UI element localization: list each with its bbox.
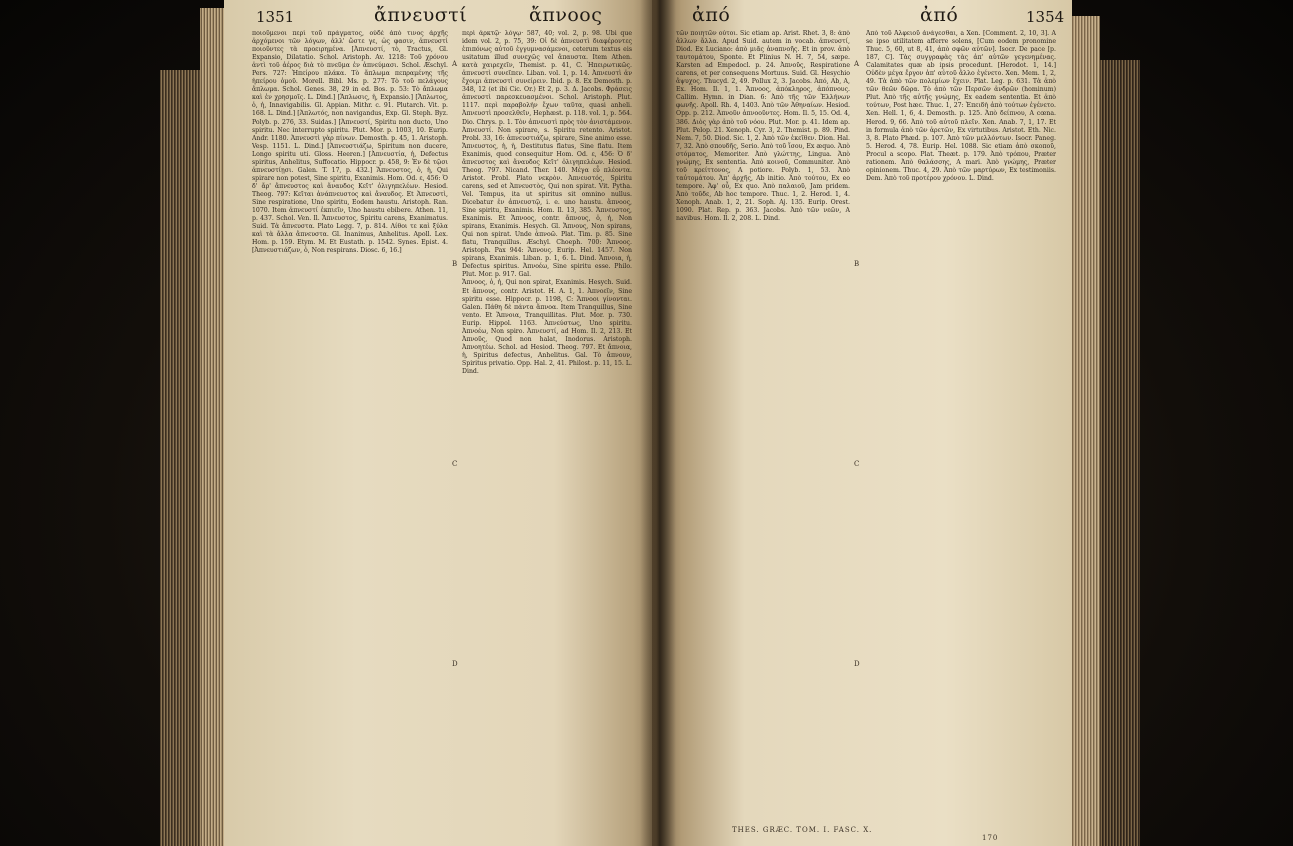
right-page-stack-edge-inner <box>1068 16 1100 846</box>
right-line-marker-c: C <box>854 460 860 468</box>
right-column-2-text: Ἀπὸ τοῦ Ἀλφειοῦ ἀνάγεσθαι, a Xen. [Comment. 2, 10, 3]. A se ipso utilitatem afferre solens, [Cum eodem pronomine Thuc. 5, 60, ut 8, 41, ἀπὸ σφῶν αὐτῶν]. Isocr. De pace [p. 187, C]. Τὰς συγγραφὰς τὰς ἀπ' αὐτῶν γεγενημένας. Calamitates quæ ab ipsis procedunt. [Herodot. 1, 14.] Οὐδὲν μέγα ἔργον ἀπ' αὐτοῦ ἄλλο ἐγένετο. Xen. Mem. 1, 2, 49. Τὰ ἀπὸ τῶν πολεμίων ἔχειν. Plat. Leg. p. 631. Τὰ ἀπὸ τῶν θεῶν δῶρα. Τὸ ἀπὸ τῶν Περσῶν ἀνδρῶν (hominum) Plut. Ἀπὸ τῆς αὐτῆς γνώμης, Ex eadem sententia. Et ἀπὸ τούτων, Post hæc. Thuc. 1, 27: Ἐπειδὴ ἀπὸ τούτων ἐγένετο. Xen. Hell. 1, 6, 4. Demosth. p. 125. Ἀπὸ δείπνου, A cœna. Herod. 9, 66. Ἀπὸ τοῦ αὐτοῦ πλεῖν. Xen. Anab. 7, 1, 17. Et in formula ἀπὸ τῶν ἀρετῶν, Ex virtutibus. Aristot. Eth. Nic. 3, 8. Plato Phæd. p. 107. Ἀπὸ τῶν μελλόντων. Isocr. Paneg. 5. Herod. 4, 78. Eurip. Hel. 1088. Sic etiam ἀπὸ σκοποῦ, Procul a scopo. Plat. Theæt. p. 179. Ἀπὸ τρόπου, Præter rationem. Ἀπὸ θαλάσσης, A mari. Ἀπὸ γνώμης, Præter opinionem. Thuc. 4, 29. Ἀπὸ τῶν μαρτύρων, Ex testimoniis. Dem. Ἀπὸ τοῦ προτέρου χρόνου. L. Dind. <box>866 30 1056 182</box>
right-page-stack-edge <box>1100 60 1140 846</box>
right-header-lemma-2: ἀπό <box>920 4 959 26</box>
left-line-marker-c: C <box>452 460 458 468</box>
right-column-1-text: τῶν ποιητῶν οὗτοι. Sic etiam ap. Arist. Rhet. 3, 8: ἀπὸ ἄλλων ἄλλα. Apud Suid. autem in vocab. ἀπνευστί, Diod. Ex Luciano: ἀπὸ μιᾶς ἀναπνοῆς. Et in prov. ἀπὸ ταυτομάτου, Sponte. Et Plinius N. H. 7, 54, sæpe. Karsten ad Empedocl. p. 24. Ἀπνοῦς, Respiratione carens, et per consequens Mortuus. Suid. Gl. Hesychio ἄψυχος. Thucyd. 2, 49. Pollux 2, 3. Jacobs. Ἀπό, Ab, A, Ex. Hom. Il. 1, 1. Ἄπνοος, ἀπόκληρος, ἀπόπνους. Callim. Hymn. in Dian. 6: Ἀπὸ τῆς τῶν Ἑλλήνων φωνῆς. Apoll. Rh. 4, 1403. Ἀπὸ τῶν Ἀθηναίων. Hesiod. Opp. p. 212. Ἀπνοῦν ἀπνοοῦντες. Hom. Il. 5, 15. Od. 4, 386. Διὸς γὰρ ἀπὸ τοῦ νόου. Plut. Mor. p. 41. Idem ap. Plut. Pelop. 21. Xenoph. Cyr. 3, 2. Themist. p. 89. Pind. Nem. 7, 50. Diod. Sic. 1, 2. Ἀπὸ τῶν ἐκεῖθεν. Dion. Hal. 7, 32. Ἀπὸ σπουδῆς, Serio. Ἀπὸ τοῦ ἴσου, Ex æquo. Ἀπὸ στόματος, Memoriter. Ἀπὸ γλώττης, Lingua. Ἀπὸ γνώμης, Ex sententia. Ἀπὸ κοινοῦ, Communiter. Ἀπὸ τοῦ κρείττονος, A potiore. Polyb. 1, 53. Ἀπὸ ταὐτομάτου. Ἀπ' ἀρχῆς, Ab initio. Ἀπὸ τούτου, Ex eo tempore. Ἀφ' οὗ, Ex quo. Ἀπὸ παλαιοῦ, Jam pridem. Ἀπὸ τοῦδε, Ab hoc tempore. Thuc. 1, 2. Herod. 1, 4. Xenoph. Anab. 1, 2, 21. Soph. Aj. 135. Eurip. Orest. 1090. Plat. Rep. p. 363. Jacobs. Ἀπὸ τῶν νεῶν, A navibus. Hom. Il. 2, 208. L. Dind. <box>676 30 850 223</box>
left-page-number: 1351 <box>256 8 295 26</box>
left-line-marker-b: B <box>452 260 458 268</box>
left-column-2-text: περὶ ἀρκτῷ· λόγῳ· 587, 40; vol. 2, p. 98. Ubi que idem vol. 2, p. 75, 39: Οἱ δὲ ἀπνευστὶ διαφέροντες ἐπιπόνως αὐτοῦ ἐγγυμνασάμενοι, ceterum textus eis usitatum illud συνεχῶς vel ἄπαυστα. Item Athen. κατὰ χαιρεχεῖν, Themist. p. 41, C. Ἠπειρωτικῶς. ἀπνευστὶ συνεῖπεν. Liban. vol. 1, p. 14. Ἀπνευστὶ ἀν ἔχοιμι ἀπνευστὶ συνείρειν. Ibid. p. 8. Ex Demosth. p. 348, 12 (et ibi Cic. Or.) Et 2, p. 3. Δ. Jacobs. Φράσεις ἀπνευστὶ παρεσκευασμένοι. Schol. Aristoph. Plut. 1117. περὶ παραβολήν ἔχων ταῦτα, quasi anheli. Ἀπνευστὶ προσελθεῖν, Hephæst. p. 118. vol. 1, p. 564. Dio. Chrys. p. 1. Τὸν ἀπνευστὶ πρὸς τὸν ἀνιστάμενον. Ἀπνευστί. Non spirare, s. Spiritu retento. Aristot. Probl. 33, 16: ἀπνευστιάζω, spirare, Sine animo esse. Ἄπνευστος, ἡ, ἡ, Destitutus flatus, Sine flatu. Item Exanimis, quod consequitur Hom. Od. ε, 456: Ὁ δ' ἄπνευστος καὶ ἄναυδος Κεῖτ' ὀλιγηπελέων. Hesiod. Theog. 797. Nicand. Ther. 140. Μέγα εὖ πλέοντα. Aristot. Probl. Plato νεκρὸν. Ἀπνευστός, Spiritu carens, sed et Ἀπνευστὸς, Qui non spirat. Vit. Pytha. Vel. Tempus, ita ut spiritus sit omnino nullus. Dicebatur ἐν ἀπνευστῷ, i. e. uno haustu. ἄπνοος, Sine spiritu, Exanimis. Hom. Il. 13, 385. Ἄπνευστος, Exanimis. Et Ἄπνοος, contr. ἄπνους, ὁ, ἡ, Non spirans, Exanimis. Hesych. Gl. Ἄπνους, Non spirans, Qui non spirat. Unde ἀπνοῶ. Plat. Tim. p. 85. Sine flatu, Tranquillus. Æschyl. Choeph. 700: Ἄπνοος. Aristoph. Pax 944: Ἄπνους. Eurip. Hel. 1457. Non spirans, Exanimis. Liban. p. 1, 6. L. Dind. Ἄπνοια, ἡ, Defectus spiritus. Ἀπνοέω, Sine spiritu esse. Philo. Plut. Mor. p. 917. Gal. <box>462 30 632 279</box>
left-line-marker-a: A <box>452 60 458 68</box>
left-column-2-text-continued: Ἄπνοος, ὁ, ἡ, Qui non spirat, Exanimis. Hesych. Suid. Et ἄπνους, contr. Aristot. H. A. 1, 1. Ἀπνοεῖν, Sine spiritu esse. Hippocr. p. 1198, C: Ἄπνοοι γίνονται. Galen. Πάθη δὲ πάντα ἄπνοα. Item Tranquillus, Sine vento. Et Ἄπνοια, Tranquillitas. Plut. Mor. p. 730. Eurip. Hippol. 1163. Ἀπνεύστως, Uno spiritu. Ἀπνοέω, Non spiro. Ἀπνευστί, ad Hom. Il. 2, 213. Et Ἀπνοῦς, Quod non halat, Inodorus. Aristoph. Ἀπνοητέω. Schol. ad Hesiod. Theog. 797. Et ἄπνοια, ἡ, Spiritus defectus, Anhelitus. Gal. Τὸ ἄπνουν, Spiritus privatio. Opp. Hal. 2, 41. Philost. p. 11, 15. L. Dind. <box>462 279 632 375</box>
right-column-2 <box>866 30 1056 830</box>
right-page-number: 1354 <box>1026 8 1065 26</box>
right-column-1 <box>676 30 850 820</box>
left-header-lemma-2: ἄπνοος <box>529 4 603 26</box>
right-page <box>652 0 1072 846</box>
left-line-marker-d: D <box>452 660 458 668</box>
left-column-1 <box>252 30 448 840</box>
right-line-marker-a: A <box>854 60 860 68</box>
left-header-lemma-1: ἄπνευστί <box>374 4 468 26</box>
right-header-lemma-1: ἀπό <box>692 4 731 26</box>
left-column-1-text: ποιοῦμενοι περὶ τοῦ πράγματος, οὐδὲ ἀπὸ τινος ἀρχῆς ἀρχόμενοι τῶν λόγων, ἀλλ' ὥστε γε, ὡς φασιν, ἀπνευστὶ ποιοῦντες τὰ προειρημένα. [Ἀπνευστί, τὸ, Tractus, Gl. Expansio, Dilatatio. Schol. Aristoph. Av. 1218: Τοῦ χρόνου ἀντὶ τοῦ ἀέρος διὰ τὸ πνεῦμα ἐν ἀπνεύμασι. Schol. Æschyl. Pers. 727: Ἠπείρου πλάκα. Τὸ ἄπλωμα πεπραμένης τῆς ἠπείρου ὁμοῦ. Morell. Bibl. Ms. p. 277: Τὸ τοῦ πελάγους ἄπλωμα. Schol. Genes. 38, 29 in ed. Bos. p. 53: Τὸ ἄπλωμα καὶ ἐν χρησμοῖς. L. Dind.] [Ἄπλωσις, ἡ, Expansio.] [Ἄπλωτος, ὁ, ἡ, Innavigabilis. Gl. Appian. Mithr. c. 91. Plutarch. Vit. p. 168. L. Dind.] [Ἀπλωτός, non navigandus, Exp. Gl. Steph. Byz. Polyb. p. 276, 33. Suidas.] [Ἀπνευστί, Spiritu non ducto, Uno spiritu. Nec interrupto spiritu. Plut. Mor. p. 1003, 10. Eurip. Andr. 1180. Ἀπνευστὶ γὰρ πίνων. Demosth. p. 45, 1. Aristoph. Vesp. 1151. L. Dind.] [Ἀπνευστιάζω, Spiritum non ducere, Longo spiritu uti. Gloss. Heeren.] [Ἀπνευστία, ἡ, Defectus spiritus, Anhelitus, Suffocatio. Hippocr. p. 458, 9: Ἐν δὲ τῷσι ἀπνευστίῃσι. Galen. T. 17, p. 432.] Ἄπνευστος, ὁ, ἡ, Qui spirare non potest, Sine spiritu, Exanimis. Hom. Od. ε, 456: Ὁ δ' ἄρ' ἄπνευστος καὶ ἄναυδος Κεῖτ' ὀλιγηπελέων. Hesiod. Theog. 797: Κεῖται ἀνάπνευστος καὶ ἄναυδος. Et Ἀπνευστὶ, Sine respiratione, Uno spiritu, Eodem haustu. Aristoph. Ran. 1070. Item ἀπνευστί ἐκπιεῖν, Uno haustu ebibere. Athen. 11, p. 437. Schol. Ven. Il. Ἄπνευστος, Spiritu carens, Exanimatus. Suid. Τὰ ἄπνευστα. Plato Legg. 7, p. 814. Λίθοι τε καὶ ξύλα καὶ τὰ ἄλλα ἄπνευστα. Gl. Inanimus, Anhelitus. Apoll. Lex. Hom. p. 159. Etym. M. Et Eustath. p. 1542. Synes. Epist. 4. [Ἀπνευστιάζων, ὁ, Non respirans. Diosc. 6, 16.] <box>252 30 448 255</box>
signature-footer: THES. GRÆC. TOM. I. FASC. X. <box>732 826 873 834</box>
right-line-marker-d: D <box>854 660 860 668</box>
book-gutter <box>640 0 676 846</box>
signature-number: 170 <box>982 834 999 842</box>
left-page <box>224 0 664 846</box>
left-column-2 <box>462 30 632 840</box>
right-line-marker-b: B <box>854 260 860 268</box>
